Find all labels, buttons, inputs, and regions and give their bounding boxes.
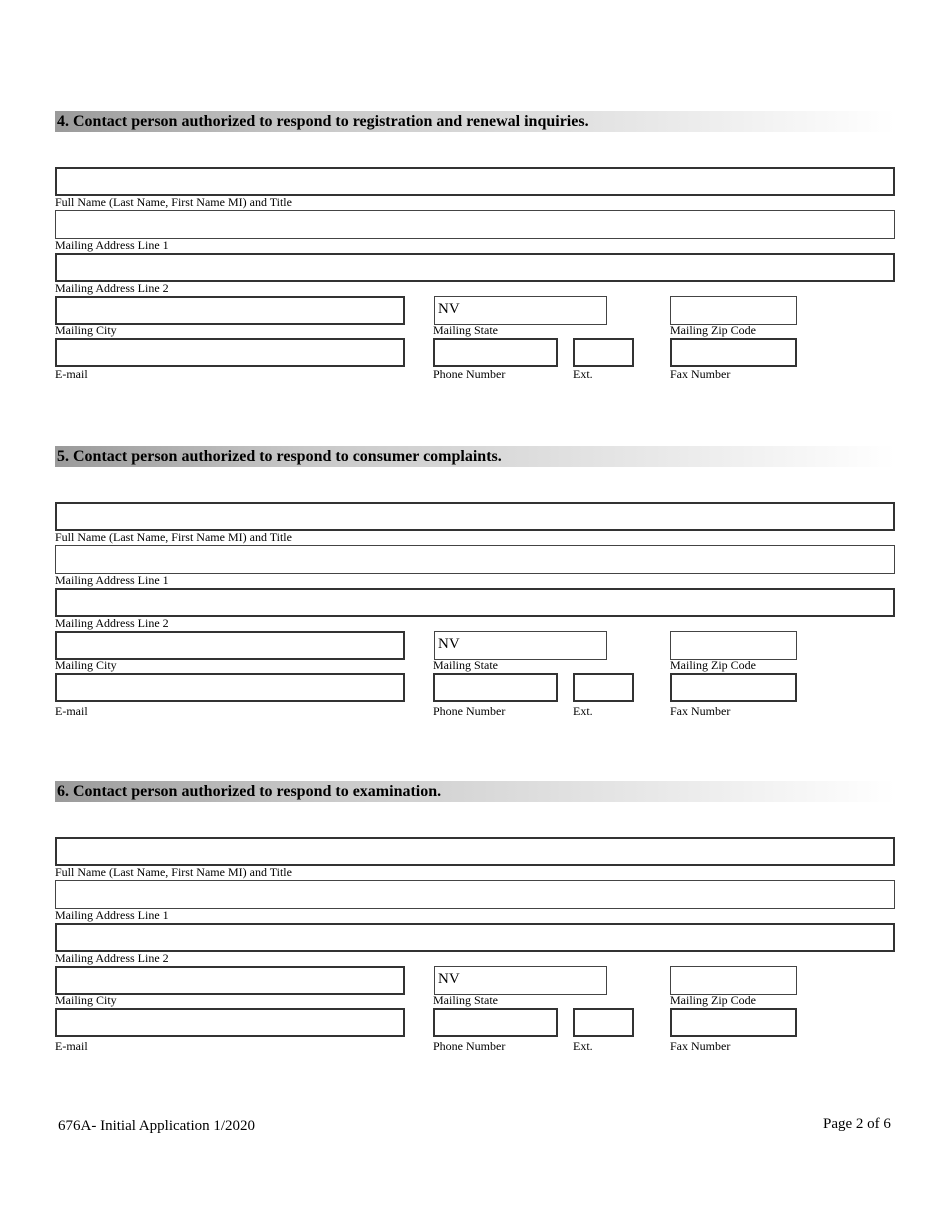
full-name-input[interactable] — [55, 837, 895, 866]
email-label: E-mail — [55, 704, 88, 718]
mailing-state-input[interactable] — [434, 296, 607, 325]
email-input[interactable] — [55, 1008, 405, 1037]
full-name-label: Full Name (Last Name, First Name MI) and Title — [55, 530, 292, 544]
section-header — [55, 111, 895, 132]
section-title: 6. Contact person authorized to respond to examination. — [57, 783, 442, 800]
mailing-city-label: Mailing City — [55, 993, 117, 1007]
fax-label: Fax Number — [670, 704, 731, 718]
mailing-state-value: NV — [438, 971, 460, 987]
address-line-1-label: Mailing Address Line 1 — [55, 908, 169, 922]
ext-label: Ext. — [573, 1039, 593, 1053]
mailing-zip-input[interactable] — [670, 296, 797, 325]
fax-input[interactable] — [670, 673, 797, 702]
phone-input[interactable] — [433, 338, 558, 367]
mailing-zip-label: Mailing Zip Code — [670, 323, 756, 337]
full-name-label: Full Name (Last Name, First Name MI) and Title — [55, 865, 292, 879]
address-line-1-label: Mailing Address Line 1 — [55, 573, 169, 587]
address-line-1-input[interactable] — [55, 880, 895, 909]
mailing-state-value: NV — [438, 301, 460, 317]
section-header — [55, 781, 895, 802]
fax-input[interactable] — [670, 338, 797, 367]
address-line-1-label: Mailing Address Line 1 — [55, 238, 169, 252]
address-line-1-input[interactable] — [55, 210, 895, 239]
phone-label: Phone Number — [433, 1039, 506, 1053]
fax-label: Fax Number — [670, 1039, 731, 1053]
ext-input[interactable] — [573, 1008, 634, 1037]
address-line-2-input[interactable] — [55, 253, 895, 282]
fax-label: Fax Number — [670, 367, 731, 381]
email-input[interactable] — [55, 673, 405, 702]
email-input[interactable] — [55, 338, 405, 367]
mailing-city-label: Mailing City — [55, 323, 117, 337]
full-name-label: Full Name (Last Name, First Name MI) and Title — [55, 195, 292, 209]
address-line-2-label: Mailing Address Line 2 — [55, 281, 169, 295]
mailing-zip-label: Mailing Zip Code — [670, 993, 756, 1007]
mailing-city-input[interactable] — [55, 296, 405, 325]
phone-input[interactable] — [433, 673, 558, 702]
mailing-city-label: Mailing City — [55, 658, 117, 672]
ext-input[interactable] — [573, 673, 634, 702]
section-title: 4. Contact person authorized to respond to registration and renewal inquiries. — [57, 113, 589, 130]
mailing-zip-label: Mailing Zip Code — [670, 658, 756, 672]
mailing-state-input[interactable] — [434, 966, 607, 995]
section-complaints-contact — [0, 446, 950, 746]
section-examination-contact — [0, 781, 950, 1081]
address-line-2-input[interactable] — [55, 923, 895, 952]
fax-input[interactable] — [670, 1008, 797, 1037]
email-label: E-mail — [55, 1039, 88, 1053]
mailing-zip-input[interactable] — [670, 631, 797, 660]
full-name-input[interactable] — [55, 167, 895, 196]
page-number: Page 2 of 6 — [823, 1116, 891, 1132]
address-line-2-label: Mailing Address Line 2 — [55, 951, 169, 965]
mailing-state-label: Mailing State — [433, 658, 498, 672]
full-name-input[interactable] — [55, 502, 895, 531]
phone-label: Phone Number — [433, 704, 506, 718]
form-identifier: 676A- Initial Application 1/2020 — [58, 1118, 256, 1134]
address-line-1-input[interactable] — [55, 545, 895, 574]
section-header — [55, 446, 895, 467]
email-label: E-mail — [55, 367, 88, 381]
phone-label: Phone Number — [433, 367, 506, 381]
mailing-state-value: NV — [438, 636, 460, 652]
mailing-city-input[interactable] — [55, 631, 405, 660]
ext-label: Ext. — [573, 367, 593, 381]
section-registration-contact — [0, 111, 950, 411]
phone-input[interactable] — [433, 1008, 558, 1037]
mailing-city-input[interactable] — [55, 966, 405, 995]
section-title: 5. Contact person authorized to respond to consumer complaints. — [57, 448, 502, 465]
mailing-zip-input[interactable] — [670, 966, 797, 995]
mailing-state-label: Mailing State — [433, 323, 498, 337]
mailing-state-label: Mailing State — [433, 993, 498, 1007]
address-line-2-label: Mailing Address Line 2 — [55, 616, 169, 630]
ext-input[interactable] — [573, 338, 634, 367]
address-line-2-input[interactable] — [55, 588, 895, 617]
ext-label: Ext. — [573, 704, 593, 718]
mailing-state-input[interactable] — [434, 631, 607, 660]
